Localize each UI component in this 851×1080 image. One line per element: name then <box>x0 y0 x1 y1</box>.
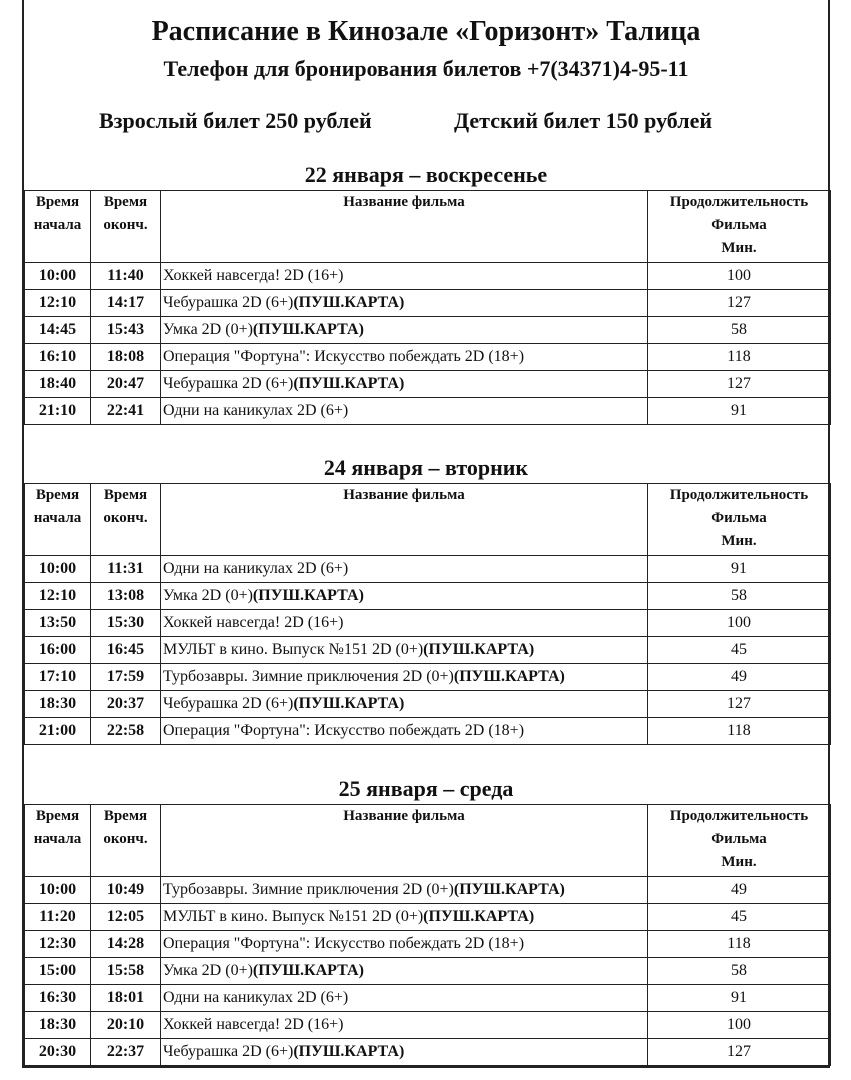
table-row <box>25 664 831 691</box>
film-title: Турбозавры. Зимние приключения 2D (0+) <box>163 668 454 685</box>
start-time: 12:10 <box>25 583 91 610</box>
film-duration: 127 <box>648 1039 831 1066</box>
film-title-cell <box>161 958 648 985</box>
col-duration-label: Мин. <box>721 240 757 256</box>
day-title: 22 января – воскресенье <box>304 162 548 187</box>
film-duration: 45 <box>648 904 831 931</box>
table-row <box>25 556 831 583</box>
col-start-header <box>25 484 91 556</box>
film-duration: 91 <box>648 985 831 1012</box>
table-row <box>25 371 831 398</box>
end-time: 22:41 <box>91 398 161 425</box>
end-time: 15:58 <box>91 958 161 985</box>
end-time: 13:08 <box>91 583 161 610</box>
end-time: 11:31 <box>91 556 161 583</box>
end-time: 12:05 <box>91 904 161 931</box>
table-row <box>25 1039 831 1066</box>
film-title-cell <box>161 664 648 691</box>
pushkin-card-tag: (ПУШ.КАРТА) <box>423 908 535 925</box>
table-row <box>25 317 831 344</box>
table-row <box>25 985 831 1012</box>
table-row <box>25 691 831 718</box>
start-time: 18:30 <box>25 1012 91 1039</box>
col-end-label: оконч. <box>103 831 148 847</box>
film-title: Умка 2D (0+) <box>163 962 253 979</box>
film-title-cell <box>161 317 648 344</box>
table-header-row <box>25 484 831 556</box>
film-title-cell <box>161 877 648 904</box>
start-time: 20:30 <box>25 1039 91 1066</box>
col-start-label: начала <box>33 831 82 847</box>
pushkin-card-tag: (ПУШ.КАРТА) <box>293 1043 405 1060</box>
film-duration: 49 <box>648 664 831 691</box>
film-title: Умка 2D (0+) <box>163 321 253 338</box>
start-time: 18:30 <box>25 691 91 718</box>
col-duration-label: Продолжительность <box>669 808 809 824</box>
table-header-row <box>25 805 831 877</box>
col-start-header <box>25 191 91 263</box>
table-row <box>25 637 831 664</box>
end-time: 15:30 <box>91 610 161 637</box>
col-duration-label: Фильма <box>711 831 767 847</box>
film-title: МУЛЬТ в кино. Выпуск №151 2D (0+) <box>163 908 424 925</box>
start-time: 16:00 <box>25 637 91 664</box>
adult-ticket-price: Взрослый билет 250 рублей <box>99 108 372 133</box>
end-time: 11:40 <box>91 263 161 290</box>
start-time: 21:10 <box>25 398 91 425</box>
film-title: Одни на каникулах 2D (6+) <box>163 402 349 419</box>
film-title-cell <box>161 637 648 664</box>
table-row <box>25 610 831 637</box>
start-time: 17:10 <box>25 664 91 691</box>
end-time: 18:01 <box>91 985 161 1012</box>
pushkin-card-tag: (ПУШ.КАРТА) <box>453 881 565 898</box>
col-name-header: Название фильма <box>161 805 648 877</box>
col-duration-label: Продолжительность <box>669 487 809 503</box>
film-duration: 118 <box>648 718 831 745</box>
col-duration-header <box>648 484 831 556</box>
film-title-cell <box>161 718 648 745</box>
film-title: Турбозавры. Зимние приключения 2D (0+) <box>163 881 454 898</box>
film-duration: 127 <box>648 290 831 317</box>
film-title-cell <box>161 610 648 637</box>
table-row <box>25 718 831 745</box>
start-time: 16:10 <box>25 344 91 371</box>
film-title: Чебурашка 2D (6+) <box>163 294 294 311</box>
start-time: 14:45 <box>25 317 91 344</box>
start-time: 21:00 <box>25 718 91 745</box>
col-duration-header <box>648 805 831 877</box>
start-time: 13:50 <box>25 610 91 637</box>
film-title: Одни на каникулах 2D (6+) <box>163 560 349 577</box>
film-title-cell <box>161 1039 648 1066</box>
film-title-cell <box>161 263 648 290</box>
pushkin-card-tag: (ПУШ.КАРТА) <box>293 294 405 311</box>
col-end-label: оконч. <box>103 217 148 233</box>
col-duration-label: Мин. <box>721 533 757 549</box>
end-time: 10:49 <box>91 877 161 904</box>
film-title-cell <box>161 398 648 425</box>
col-end-header <box>91 484 161 556</box>
col-duration-label: Продолжительность <box>669 194 809 210</box>
pushkin-card-tag: (ПУШ.КАРТА) <box>293 375 405 392</box>
col-end-label: оконч. <box>103 510 148 526</box>
col-start-label: начала <box>33 217 82 233</box>
schedule-table <box>24 483 831 745</box>
film-duration: 100 <box>648 610 831 637</box>
end-time: 20:47 <box>91 371 161 398</box>
pushkin-card-tag: (ПУШ.КАРТА) <box>252 321 364 338</box>
film-duration: 127 <box>648 371 831 398</box>
film-title-cell <box>161 290 648 317</box>
end-time: 14:28 <box>91 931 161 958</box>
table-row <box>25 344 831 371</box>
table-header-row <box>25 191 831 263</box>
end-time: 17:59 <box>91 664 161 691</box>
film-title-cell <box>161 583 648 610</box>
col-name-header: Название фильма <box>161 484 648 556</box>
col-start-label: Время <box>35 808 80 824</box>
end-time: 22:37 <box>91 1039 161 1066</box>
child-ticket-price: Детский билет 150 рублей <box>454 108 713 133</box>
end-time: 22:58 <box>91 718 161 745</box>
table-row <box>25 583 831 610</box>
col-start-label: начала <box>33 510 82 526</box>
film-duration: 100 <box>648 263 831 290</box>
col-end-header <box>91 191 161 263</box>
film-title-cell <box>161 371 648 398</box>
col-end-header <box>91 805 161 877</box>
film-title-cell <box>161 985 648 1012</box>
schedule-table <box>24 804 831 1066</box>
table-row <box>25 958 831 985</box>
table-row <box>25 1012 831 1039</box>
film-title: Хоккей навсегда! 2D (16+) <box>163 614 344 631</box>
film-duration: 127 <box>648 691 831 718</box>
col-name-header: Название фильма <box>161 191 648 263</box>
col-duration-label: Фильма <box>711 217 767 233</box>
film-duration: 58 <box>648 317 831 344</box>
film-title-cell <box>161 556 648 583</box>
col-start-label: Время <box>35 487 80 503</box>
table-row <box>25 904 831 931</box>
end-time: 20:37 <box>91 691 161 718</box>
booking-phone: Телефон для бронирования билетов +7(34371)4-95-11 <box>163 56 689 81</box>
film-duration: 91 <box>648 556 831 583</box>
pushkin-card-tag: (ПУШ.КАРТА) <box>252 962 364 979</box>
col-end-label: Время <box>103 487 148 503</box>
col-start-label: Время <box>35 194 80 210</box>
page-title: Расписание в Кинозале «Горизонт» Талица <box>151 16 701 47</box>
film-title: Чебурашка 2D (6+) <box>163 695 294 712</box>
day-title: 24 января – вторник <box>323 455 529 480</box>
end-time: 14:17 <box>91 290 161 317</box>
film-duration: 91 <box>648 398 831 425</box>
table-row <box>25 290 831 317</box>
end-time: 15:43 <box>91 317 161 344</box>
film-duration: 58 <box>648 583 831 610</box>
film-duration: 118 <box>648 931 831 958</box>
col-end-label: Время <box>103 194 148 210</box>
film-title: Операция "Фортуна": Искусство побеждать 2D (18+) <box>163 935 525 952</box>
film-title: Хоккей навсегда! 2D (16+) <box>163 1016 344 1033</box>
film-title-cell <box>161 1012 648 1039</box>
schedule-table <box>24 190 831 425</box>
col-duration-label: Мин. <box>721 854 757 870</box>
end-time: 16:45 <box>91 637 161 664</box>
film-title: Операция "Фортуна": Искусство побеждать 2D (18+) <box>163 722 525 739</box>
start-time: 12:30 <box>25 931 91 958</box>
film-title: МУЛЬТ в кино. Выпуск №151 2D (0+) <box>163 641 424 658</box>
film-title: Чебурашка 2D (6+) <box>163 375 294 392</box>
day-title: 25 января – среда <box>338 776 514 801</box>
col-start-header <box>25 805 91 877</box>
col-duration-label: Фильма <box>711 510 767 526</box>
schedule-page <box>22 0 830 1068</box>
start-time: 10:00 <box>25 877 91 904</box>
start-time: 12:10 <box>25 290 91 317</box>
film-title: Умка 2D (0+) <box>163 587 253 604</box>
film-title-cell <box>161 344 648 371</box>
start-time: 10:00 <box>25 263 91 290</box>
table-row <box>25 877 831 904</box>
film-duration: 49 <box>648 877 831 904</box>
pushkin-card-tag: (ПУШ.КАРТА) <box>293 695 405 712</box>
table-row <box>25 931 831 958</box>
start-time: 18:40 <box>25 371 91 398</box>
film-duration: 100 <box>648 1012 831 1039</box>
pushkin-card-tag: (ПУШ.КАРТА) <box>423 641 535 658</box>
start-time: 11:20 <box>25 904 91 931</box>
film-title: Хоккей навсегда! 2D (16+) <box>163 267 344 284</box>
pushkin-card-tag: (ПУШ.КАРТА) <box>453 668 565 685</box>
table-row <box>25 398 831 425</box>
col-end-label: Время <box>103 808 148 824</box>
film-title: Операция "Фортуна": Искусство побеждать 2D (18+) <box>163 348 525 365</box>
end-time: 20:10 <box>91 1012 161 1039</box>
film-duration: 58 <box>648 958 831 985</box>
col-duration-header <box>648 191 831 263</box>
pushkin-card-tag: (ПУШ.КАРТА) <box>252 587 364 604</box>
film-title: Одни на каникулах 2D (6+) <box>163 989 349 1006</box>
film-title-cell <box>161 931 648 958</box>
film-duration: 45 <box>648 637 831 664</box>
start-time: 15:00 <box>25 958 91 985</box>
start-time: 16:30 <box>25 985 91 1012</box>
film-duration: 118 <box>648 344 831 371</box>
film-title-cell <box>161 691 648 718</box>
film-title-cell <box>161 904 648 931</box>
table-row <box>25 263 831 290</box>
start-time: 10:00 <box>25 556 91 583</box>
film-title: Чебурашка 2D (6+) <box>163 1043 294 1060</box>
end-time: 18:08 <box>91 344 161 371</box>
